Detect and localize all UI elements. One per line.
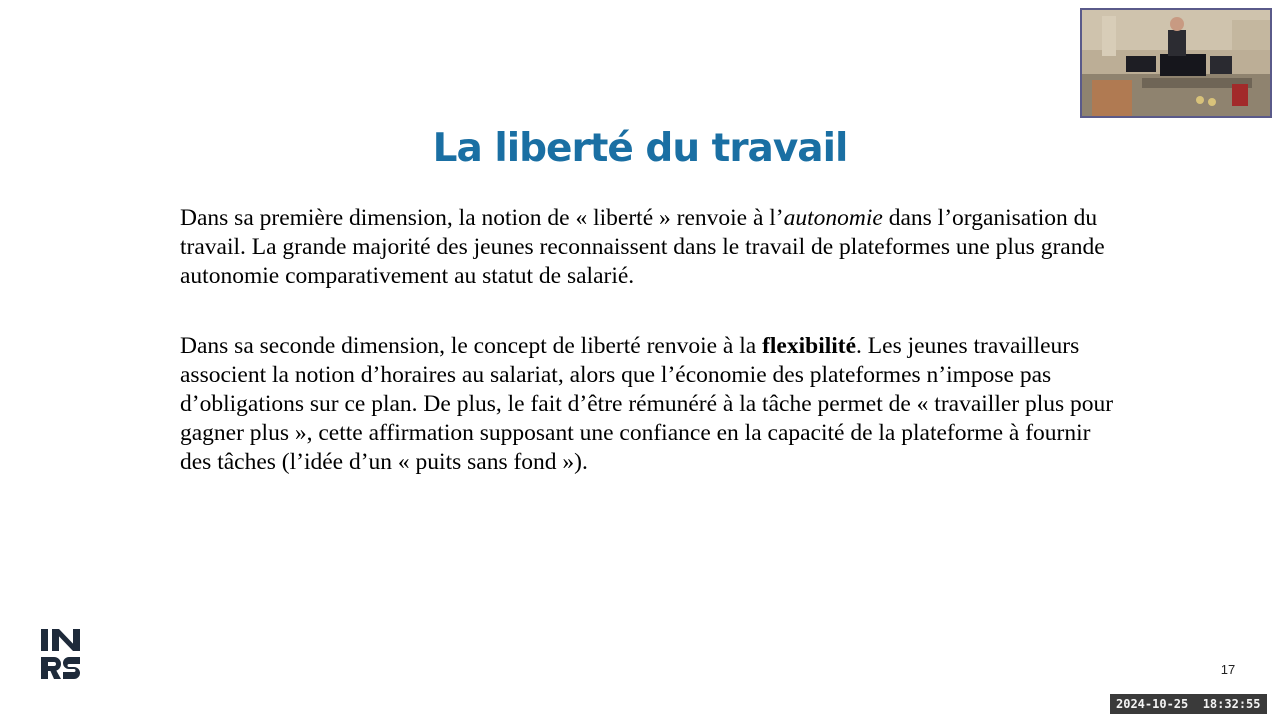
paragraph-2-bold-term: flexibilité [762, 333, 857, 359]
slide-page-number: 17 [1220, 662, 1236, 677]
inrs-logo [40, 627, 82, 681]
slide-title: La liberté du travail [432, 126, 848, 171]
paragraph-2-text-end: . Les jeunes travailleurs associent la notion d’horaires au salariat, alors que l’économie des plateformes n’impose pas d’obligations sur ce plan. De plus, le fait d’être rémunéré à la tâche permet de « travailler plus pour gagner plus », cette affirmation supposant une confiance en la capacité de la plateforme à fournir des tâches (l’idée d’un « puits sans fond »). [180, 333, 1114, 475]
paragraph-autonomie [180, 204, 1120, 291]
paragraph-flexibilite [180, 332, 1120, 477]
paragraph-1-italic-term: autonomie [783, 205, 883, 231]
paragraph-1-text-start: Dans sa première dimension, la notion de « liberté » renvoie à l’ [180, 205, 784, 231]
recording-timestamp: 2024-10-25 18:32:55 [1110, 694, 1267, 714]
camera-scene-image [1082, 10, 1270, 116]
paragraph-1-text-end: dans l’organisation du travail. La grande majorité des jeunes reconnaissent dans le travail de plateformes une plus grande autonomie comparativement au statut de salarié. [180, 205, 1105, 289]
speaker-camera-feed [1080, 8, 1272, 118]
paragraph-2-text-start: Dans sa seconde dimension, le concept de liberté renvoie à la [180, 333, 763, 359]
